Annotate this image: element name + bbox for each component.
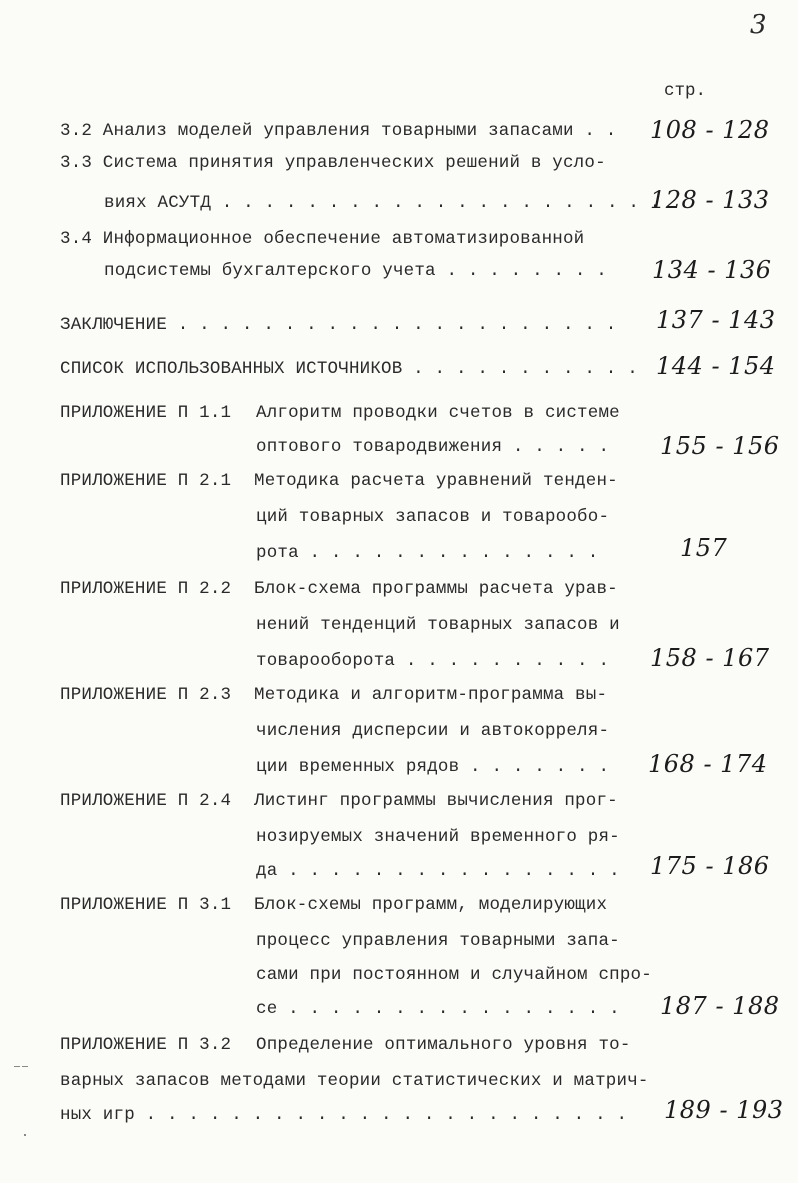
toc-entry-appendix-2-4-pages: 175 - 186 — [650, 852, 770, 880]
toc-entry-appendix-3-1-title-line1: Блок-схемы программ, моделирующих — [254, 895, 608, 915]
toc-entry-appendix-2-4-title-line1: Листинг программы вычисления прог- — [254, 791, 618, 811]
toc-entry-appendix-3-2-pages: 189 - 193 — [664, 1096, 784, 1124]
scan-speck — [22, 1066, 28, 1067]
toc-entry-appendix-2-2-label: ПРИЛОЖЕНИЕ П 2.2 — [60, 579, 232, 599]
toc-entry-appendix-2-1-label: ПРИЛОЖЕНИЕ П 2.1 — [60, 471, 232, 491]
toc-entry-3-2-pages: 108 - 128 — [650, 116, 770, 144]
toc-entry-appendix-1-1-pages: 155 - 156 — [660, 432, 780, 460]
toc-entry-appendix-2-1-pages: 157 — [680, 534, 728, 562]
toc-entry-appendix-2-2-title-line3: товарооборота . . . . . . . . . . — [256, 651, 610, 671]
toc-entry-3-4-title-line2: подсистемы бухгалтерского учета . . . . . . . . — [104, 261, 607, 281]
toc-entry-appendix-3-2-title-line3: ных игр . . . . . . . . . . . . . . . . . . . . . . . — [60, 1105, 628, 1125]
toc-entry-3-4-pages: 134 - 136 — [652, 256, 772, 284]
toc-entry-appendix-1-1-title-line1: Алгоритм проводки счетов в системе — [256, 403, 620, 423]
toc-entry-appendix-3-2-title-line1: Определение оптимального уровня то- — [256, 1035, 631, 1055]
toc-entry-appendix-2-3-title-line1: Методика и алгоритм-программа вы- — [254, 685, 608, 705]
toc-entry-3-2-title: 3.2 Анализ моделей управления товарными запасами . . — [60, 121, 617, 141]
toc-entry-appendix-2-3-title-line3: ции временных рядов . . . . . . . — [256, 757, 610, 777]
toc-entry-appendix-2-1-title-line1: Методика расчета уравнений тенден- — [254, 471, 618, 491]
toc-entry-appendix-3-2-label: ПРИЛОЖЕНИЕ П 3.2 — [60, 1035, 232, 1055]
toc-entry-conclusion-title: ЗАКЛЮЧЕНИЕ . . . . . . . . . . . . . . . . . . . . . — [60, 315, 617, 335]
toc-entry-3-4-title-line1: 3.4 Информационное обеспечение автоматизированной — [60, 229, 585, 249]
toc-entry-appendix-2-3-label: ПРИЛОЖЕНИЕ П 2.3 — [60, 685, 232, 705]
toc-entry-appendix-2-1-title-line3: рота . . . . . . . . . . . . . . — [256, 543, 599, 563]
toc-entry-appendix-2-3-pages: 168 - 174 — [648, 750, 768, 778]
toc-entry-appendix-2-4-title-line3: да . . . . . . . . . . . . . . . . — [256, 861, 620, 881]
toc-entry-3-3-pages: 128 - 133 — [650, 186, 770, 214]
toc-entry-appendix-2-3-title-line2: числения дисперсии и автокорреля- — [256, 721, 610, 741]
toc-entry-appendix-3-1-title-line2: процесс управления товарными запа- — [256, 931, 620, 951]
toc-entry-references-pages: 144 - 154 — [656, 352, 776, 380]
toc-entry-references-title: СПИСОК ИСПОЛЬЗОВАННЫХ ИСТОЧНИКОВ . . . . . . . . . . . — [60, 359, 638, 379]
toc-entry-appendix-2-2-pages: 158 - 167 — [650, 644, 770, 672]
page-number: 3 — [750, 10, 767, 40]
toc-entry-appendix-1-1-label: ПРИЛОЖЕНИЕ П 1.1 — [60, 403, 232, 423]
toc-entry-appendix-3-2-title-line2: варных запасов методами теории статистических и матрич- — [60, 1071, 649, 1091]
toc-entry-appendix-2-1-title-line2: ций товарных запасов и товарообо- — [256, 507, 610, 527]
toc-entry-conclusion-pages: 137 - 143 — [656, 306, 776, 334]
toc-entry-appendix-2-2-title-line1: Блок-схема программы расчета урав- — [254, 579, 618, 599]
pages-column-header: стр. — [664, 81, 707, 101]
toc-entry-appendix-2-2-title-line2: нений тенденций товарных запасов и — [256, 615, 620, 635]
toc-entry-appendix-3-1-pages: 187 - 188 — [660, 992, 780, 1020]
scan-speck — [14, 1066, 20, 1067]
toc-entry-appendix-2-4-label: ПРИЛОЖЕНИЕ П 2.4 — [60, 791, 232, 811]
toc-entry-appendix-3-1-title-line3: сами при постоянном и случайном спро- — [256, 965, 652, 985]
toc-entry-3-3-title-line1: 3.3 Система принятия управленческих решений в усло- — [60, 153, 606, 173]
toc-entry-3-3-title-line2: виях АСУТД . . . . . . . . . . . . . . . . . . . . . — [104, 193, 661, 213]
toc-entry-appendix-2-4-title-line2: нозируемых значений временного ря- — [256, 827, 620, 847]
scan-speck — [24, 1134, 26, 1136]
toc-entry-appendix-3-1-label: ПРИЛОЖЕНИЕ П 3.1 — [60, 895, 232, 915]
toc-entry-appendix-1-1-title-line2: оптового товародвижения . . . . . — [256, 437, 610, 457]
toc-entry-appendix-3-1-title-line4: се . . . . . . . . . . . . . . . . — [256, 999, 620, 1019]
